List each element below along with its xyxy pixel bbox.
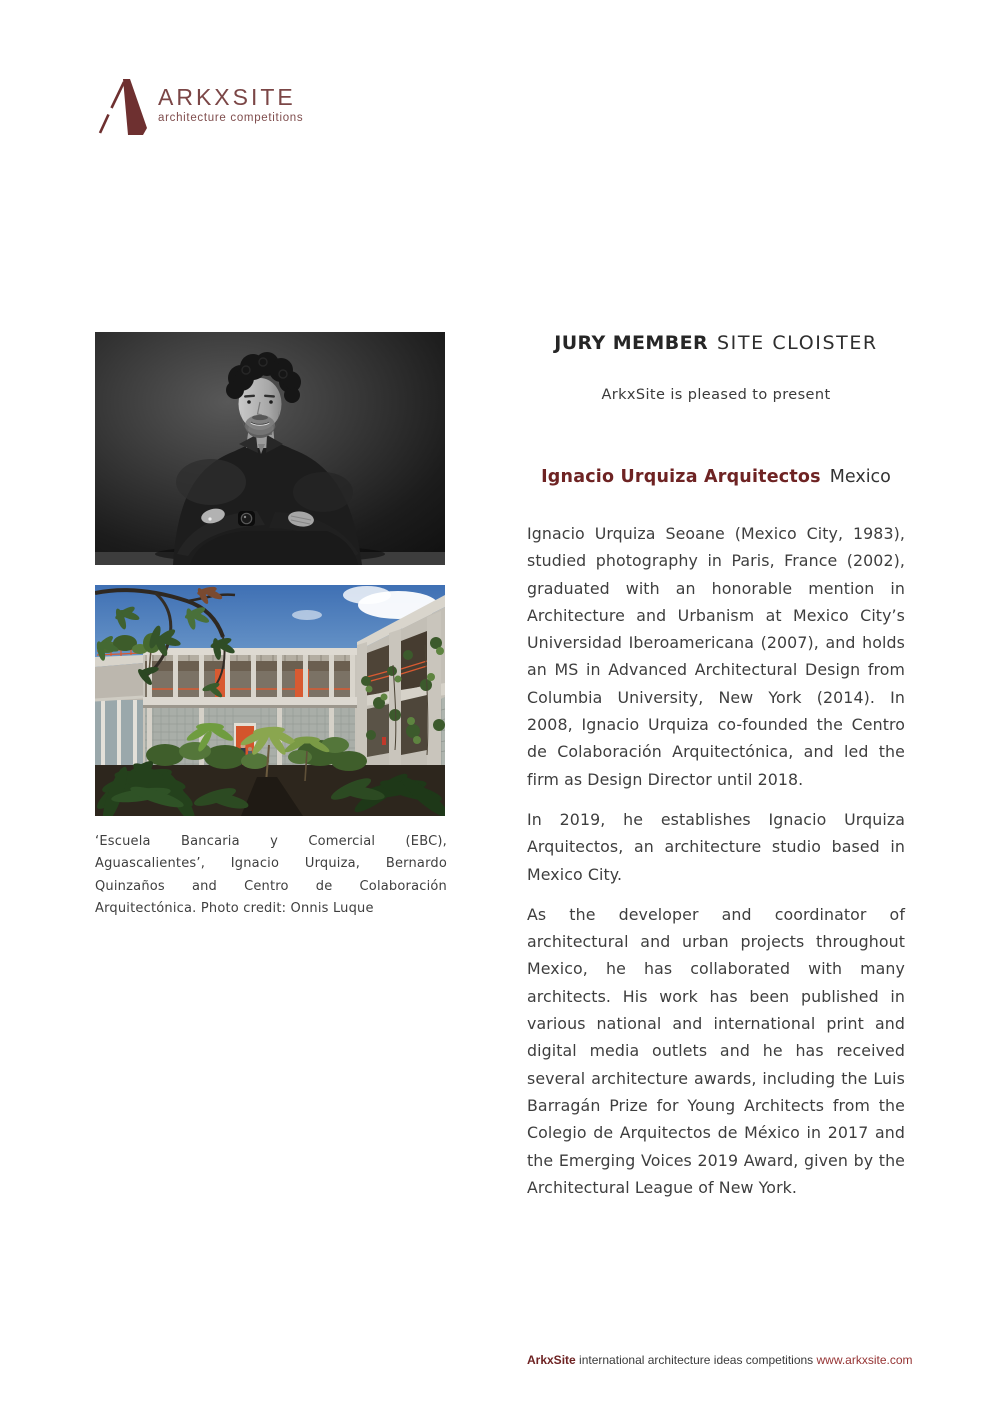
- page-title: [527, 331, 905, 355]
- building-illustration: [95, 585, 445, 816]
- photo-caption: ‘Escuela Bancaria y Comercial (EBC), Aguascalientes’, Ignacio Urquiza, Bernardo Quinzaños and Centro de Colaboración Arquitectónica. Photo credit: Onnis Luque: [95, 834, 447, 917]
- arkxsite-logo-mark-icon: [97, 76, 147, 136]
- right-column: [527, 331, 905, 1214]
- jury-name-line: [527, 466, 905, 488]
- footer-url-link[interactable]: www.arkxsite.com: [816, 1353, 913, 1367]
- jury-country: Mexico: [829, 467, 891, 487]
- intro-text: ArkxSite is pleased to present: [601, 387, 831, 403]
- footer-text: international architecture ideas competitions: [575, 1353, 817, 1367]
- arkxsite-logo: [97, 76, 303, 136]
- portrait-photo: [95, 332, 445, 565]
- logo-tagline-text: architecture competitions: [158, 112, 304, 124]
- jury-name: Ignacio Urquiza Arquitectos: [541, 467, 821, 487]
- bio-paragraph: Ignacio Urquiza Seoane (Mexico City, 1983), studied photography in Paris, France (2002), graduated with an honorable mention in Architecture and Urbanism at Mexico City’s Universidad Iberoamericana (2007), and holds an MS in Advanced Architectural Design from Columbia University, New York (2014). In 2008, Ignacio Urquiza co-founded the Centro de Colaboración Arquitectónica, and led the firm as Design Director until 2018.: [527, 524, 905, 789]
- footer: [527, 1353, 913, 1367]
- footer-brand: ArkxSite: [527, 1353, 576, 1367]
- building-photo: [95, 585, 445, 816]
- portrait-illustration: [95, 332, 445, 565]
- bio-section: [527, 520, 905, 1201]
- jury-member-label: JURY MEMBER: [554, 332, 708, 354]
- bio-paragraph: As the developer and coordinator of architectural and urban projects throughout Mexico, he has collaborated with many architects. His work has been published in various national and international print and digital media outlets and he has received several architecture awards, including the Luis Barragán Prize for Young Architects from the Colegio de Arquitectos de México in 2017 and the Emerging Voices 2019 Award, given by the Architectural League of New York.: [527, 904, 905, 1197]
- logo-brand-text: ARKXSITE: [158, 84, 296, 110]
- bio-paragraph: In 2019, he establishes Ignacio Urquiza Arquitectos, an architecture studio based in Mexico City.: [527, 809, 905, 884]
- competition-name: SITE CLOISTER: [717, 332, 878, 354]
